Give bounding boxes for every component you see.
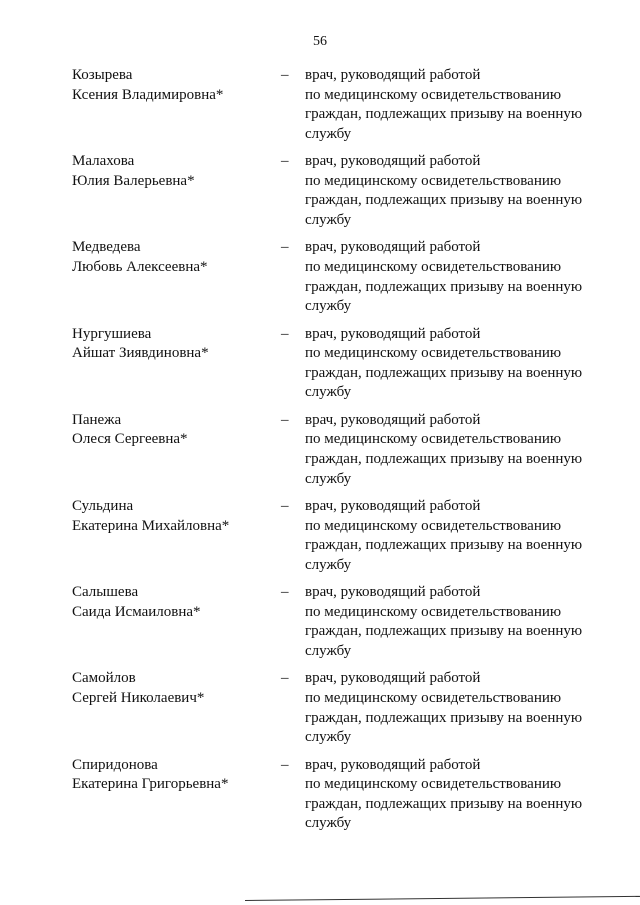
surname: Медведева bbox=[72, 239, 141, 256]
position-description bbox=[305, 152, 625, 230]
given-names: Юлия Валерьевна* bbox=[72, 172, 195, 189]
list-item bbox=[0, 152, 640, 238]
dash-separator: – bbox=[281, 153, 289, 170]
surname: Сульдина bbox=[72, 497, 134, 514]
list-item bbox=[0, 756, 640, 842]
description-line: граждан, подлежащих призыву на военную bbox=[305, 364, 583, 381]
dash-separator: – bbox=[281, 670, 289, 687]
surname: Козырева bbox=[72, 67, 133, 83]
list-item bbox=[0, 497, 640, 583]
description-line: граждан, подлежащих призыву на военную bbox=[305, 278, 583, 295]
surname: Самойлов bbox=[72, 670, 136, 687]
description-line: по медицинскому освидетельствованию bbox=[305, 603, 562, 620]
list-item bbox=[0, 325, 640, 411]
description-line: врач, руководящий работой bbox=[305, 497, 481, 514]
list-item bbox=[0, 411, 640, 497]
position-description bbox=[305, 325, 625, 403]
surname: Нургушиева bbox=[72, 325, 152, 342]
description-line: по медицинскому освидетельствованию bbox=[305, 86, 562, 103]
description-line: врач, руководящий работой bbox=[305, 239, 481, 256]
given-names: Любовь Алексеевна* bbox=[72, 258, 208, 275]
description-line: по медицинскому освидетельствованию bbox=[305, 776, 562, 793]
description-line: по медицинскому освидетельствованию bbox=[305, 172, 562, 189]
description-line: по медицинскому освидетельствованию bbox=[305, 345, 562, 362]
description-line: врач, руководящий работой bbox=[305, 670, 481, 687]
dash-separator: – bbox=[281, 756, 289, 773]
description-line: службу bbox=[305, 384, 352, 401]
description-line: по медицинскому освидетельствованию bbox=[305, 258, 562, 275]
list-item bbox=[0, 238, 640, 324]
dash-separator: – bbox=[281, 239, 289, 256]
person-name bbox=[72, 152, 272, 191]
description-line: службу bbox=[305, 470, 352, 487]
description-line: врач, руководящий работой bbox=[305, 153, 481, 170]
position-description bbox=[305, 238, 625, 316]
description-line: граждан, подлежащих призыву на военную bbox=[305, 795, 583, 812]
description-line: службу bbox=[305, 729, 352, 746]
dash-separator: – bbox=[281, 325, 289, 342]
given-names: Екатерина Михайловна* bbox=[72, 517, 230, 534]
person-name bbox=[72, 411, 272, 450]
person-name bbox=[72, 583, 272, 622]
position-description bbox=[305, 583, 625, 661]
description-line: службу bbox=[305, 815, 352, 832]
description-line: службу bbox=[305, 211, 352, 228]
description-line: врач, руководящий работой bbox=[305, 67, 481, 83]
description-line: врач, руководящий работой bbox=[305, 411, 481, 428]
personnel-list bbox=[0, 66, 640, 842]
description-line: службу bbox=[305, 642, 352, 659]
description-line: службу bbox=[305, 556, 352, 573]
description-line: врач, руководящий работой bbox=[305, 584, 481, 601]
list-item bbox=[0, 669, 640, 755]
surname: Панежа bbox=[72, 411, 122, 428]
description-line: граждан, подлежащих призыву на военную bbox=[305, 192, 583, 209]
footer-divider bbox=[245, 896, 640, 901]
dash-separator: – bbox=[281, 67, 289, 83]
person-name bbox=[72, 66, 272, 105]
description-line: по медицинскому освидетельствованию bbox=[305, 517, 562, 534]
position-description bbox=[305, 411, 625, 489]
dash-separator: – bbox=[281, 497, 289, 514]
position-description bbox=[305, 66, 625, 144]
description-line: граждан, подлежащих призыву на военную bbox=[305, 537, 583, 554]
description-line: граждан, подлежащих призыву на военную bbox=[305, 709, 583, 726]
given-names: Екатерина Григорьевна* bbox=[72, 776, 229, 793]
description-line: граждан, подлежащих призыву на военную bbox=[305, 623, 583, 640]
person-name bbox=[72, 756, 272, 795]
description-line: службу bbox=[305, 298, 352, 315]
given-names: Саида Исмаиловна* bbox=[72, 603, 201, 620]
description-line: граждан, подлежащих призыву на военную bbox=[305, 450, 583, 467]
given-names: Ксения Владимировна* bbox=[72, 86, 224, 103]
page-number: 56 bbox=[313, 34, 327, 49]
surname: Малахова bbox=[72, 153, 135, 170]
dash-separator: – bbox=[281, 584, 289, 601]
person-name bbox=[72, 669, 272, 708]
list-item bbox=[0, 66, 640, 152]
description-line: граждан, подлежащих призыву на военную bbox=[305, 106, 583, 123]
surname: Салышева bbox=[72, 584, 139, 601]
position-description bbox=[305, 669, 625, 747]
person-name bbox=[72, 497, 272, 536]
given-names: Сергей Николаевич* bbox=[72, 689, 205, 706]
list-item bbox=[0, 583, 640, 669]
position-description bbox=[305, 497, 625, 575]
description-line: по медицинскому освидетельствованию bbox=[305, 431, 562, 448]
description-line: службу bbox=[305, 125, 352, 142]
given-names: Айшат Зиявдиновна* bbox=[72, 345, 209, 362]
surname: Спиридонова bbox=[72, 756, 158, 773]
given-names: Олеся Сергеевна* bbox=[72, 431, 188, 448]
description-line: по медицинскому освидетельствованию bbox=[305, 689, 562, 706]
description-line: врач, руководящий работой bbox=[305, 325, 481, 342]
description-line: врач, руководящий работой bbox=[305, 756, 481, 773]
position-description bbox=[305, 756, 625, 834]
person-name bbox=[72, 325, 272, 364]
dash-separator: – bbox=[281, 411, 289, 428]
person-name bbox=[72, 238, 272, 277]
